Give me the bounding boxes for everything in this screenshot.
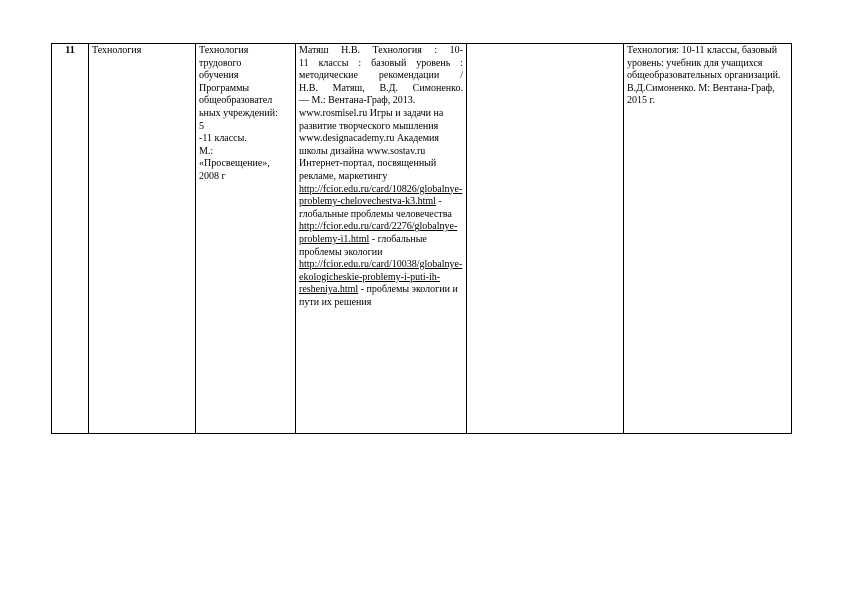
textbook-text: Технология: 10-11 классы, базовый уровень: учебник для учащихся общеобразовательных организаций. В.Д.Симоненко. М: Вентана-Граф, 2015 г. — [627, 45, 781, 107]
program-line: обучения — [199, 70, 239, 82]
curriculum-table — [51, 43, 792, 434]
resource-link-global-problems[interactable]: http://fcior.edu.ru/card/10826/globalnye-problemy-chelovechestva-k3.html — [299, 183, 463, 208]
resources-cell — [296, 44, 467, 434]
resources-text: — М.: Вентана-Граф, 2013. www.rosmisel.ru Игры и задачи на развитие творческого мышления www.designacademy.ru Академия школы дизайна www.sostav.ru Интернет-портал, посвященный рекламе, маркетингу — [299, 95, 444, 182]
program-cell — [196, 44, 296, 434]
resource-link-global-problems-2[interactable]: http://fcior.edu.ru/card/2276/globalnye-problemy-i1.html — [299, 221, 458, 245]
table-row — [52, 44, 792, 434]
program-line: 2008 г — [199, 170, 226, 182]
resources-line: методические рекомендации / — [299, 70, 463, 82]
resource-link-ecology-problems[interactable]: http://fcior.edu.ru/card/10038/globalnye-ekologicheskie-problemy-i-puti-ih-resheniya.html — [299, 259, 463, 296]
program-line: «Просвещение», — [199, 158, 270, 170]
resources-line: 11 классы : базовый уровень : — [299, 57, 463, 69]
resources-text: - глобальные проблемы человечества — [299, 196, 452, 220]
program-line: 5 — [199, 120, 204, 132]
resources-text: - глобальные проблемы экологии — [299, 233, 427, 258]
subject-cell — [89, 44, 196, 434]
resources-text: - проблемы экологии и пути их решения — [299, 284, 458, 308]
program-line: -11 классы. — [199, 133, 247, 145]
subject-name: Технология — [92, 45, 142, 56]
empty-cell — [467, 44, 624, 434]
program-line: Программы — [199, 82, 250, 94]
program-line: Технология — [199, 45, 249, 56]
resources-line: Матяш Н.В. Технология : 10- — [299, 45, 463, 56]
row-number: 11 — [65, 45, 75, 56]
program-line: ьных учреждений: — [199, 107, 278, 119]
program-line: трудового — [199, 57, 242, 69]
textbook-cell — [624, 44, 792, 434]
row-number-cell — [52, 44, 89, 434]
program-line: общеобразовател — [199, 95, 273, 107]
program-line: М.: — [199, 145, 214, 157]
resources-line: Н.В. Матяш, В.Д. Симоненко. — [299, 82, 463, 94]
